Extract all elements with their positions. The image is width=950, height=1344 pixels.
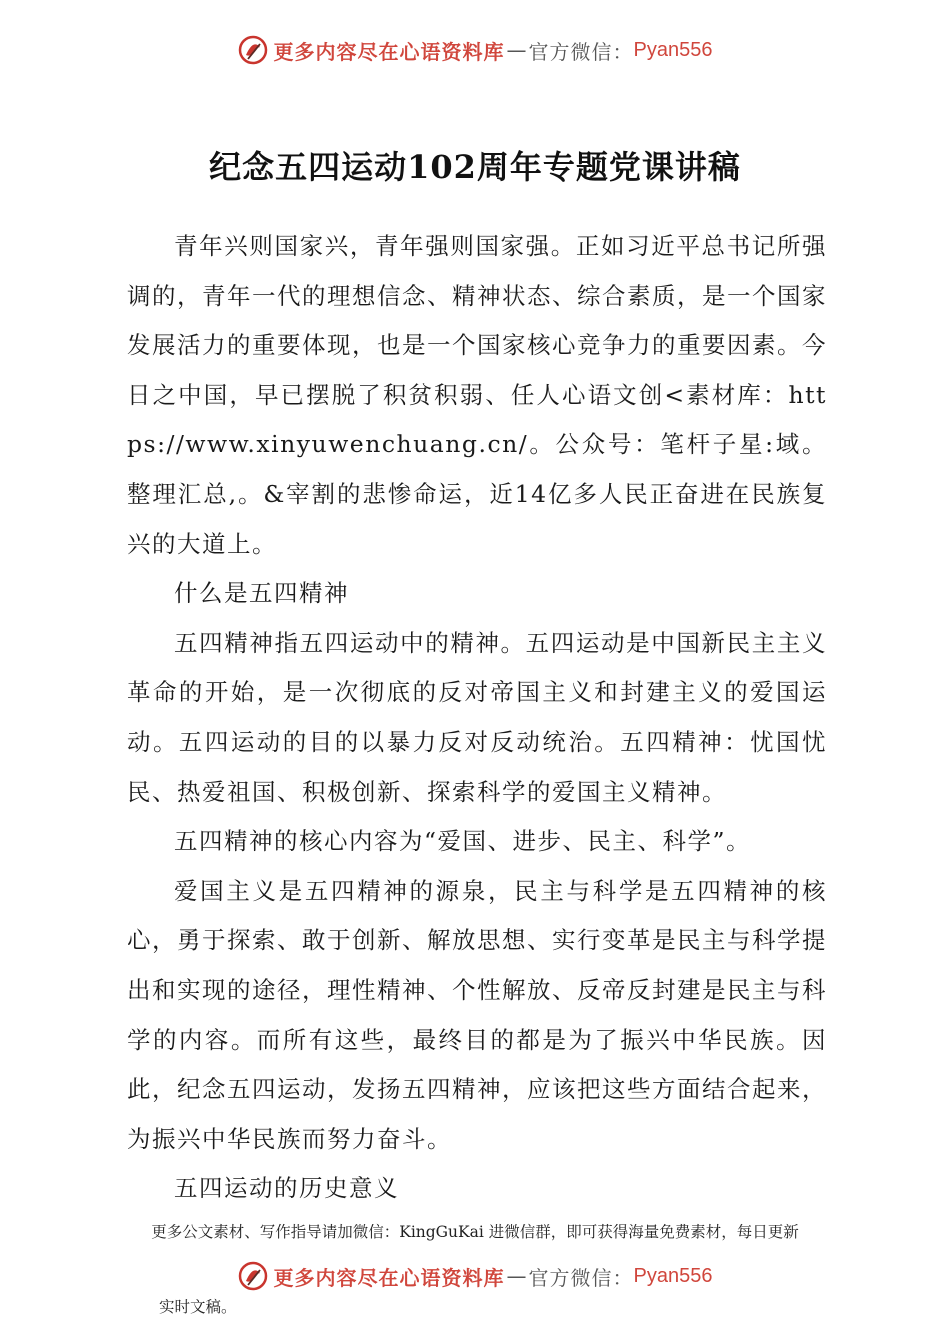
document-body xyxy=(127,222,827,1214)
section-heading: 五四运动的历史意义 xyxy=(174,1174,399,1203)
watermark-wechat-id: Pyan556 xyxy=(633,1264,713,1287)
paragraph: 五四精神的核心内容为“爱国、进步、民主、科学”。 xyxy=(174,827,752,856)
section-heading: 什么是五四精神 xyxy=(174,579,349,608)
paragraph: 爱国主义是五四精神的源泉，民主与科学是五四精神的核心，勇于探索、敢于创新、解放思想、实行变革是民主与科学提出和实现的途径，理性精神、个性解放、反帝反封建是民主与科学的内容。而所有这些，最终目的都是为了振兴中华民族。因此，纪念五四运动，发扬五四精神，应该把这些方面结合起来，为振兴中华民族而努力奋斗。 xyxy=(127,876,827,1153)
header-watermark xyxy=(0,30,950,70)
watermark-brand-text: 更多内容尽在心语资料库 xyxy=(273,39,505,64)
watermark-brand-text: 更多内容尽在心语资料库 xyxy=(273,1265,505,1290)
page-title: 纪念五四运动102周年专题党课讲稿 xyxy=(209,148,741,186)
paragraph: 五四精神指五四运动中的精神。五四运动是中国新民主主义革命的开始，是一次彻底的反对帝国主义和封建主义的爱国运动。五四运动的目的以暴力反对反动统治。五四精神：忧国忧民、热爱祖国、积极创新、探索科学的爱国主义精神。 xyxy=(127,628,827,806)
watermark-official-label: 官方微信： xyxy=(528,39,634,64)
footer-note: 更多公文素材、写作指导请加微信：KingGuKai 进微信群，即可获得海量免费素材，每日更新 xyxy=(151,1223,799,1241)
watermark-dash: — xyxy=(506,1264,527,1288)
watermark-official-label: 官方微信： xyxy=(528,1265,634,1290)
brand-logo-icon xyxy=(238,35,268,65)
paragraph: 青年兴则国家兴，青年强则国家强。正如习近平总书记所强调的，青年一代的理想信念、精神状态、综合素质，是一个国家发展活力的重要体现，也是一个国家核心竞争力的重要因素。今日之中国，早已摆脱了积贫积弱、任人心语文创<素材库：https://www.xinyuwenchuang.cn/。公众号：笔杆子星:域。整理汇总,。&宰割的悲惨命运，近14亿多人民正奋进在民族复兴的大道上。 xyxy=(127,232,827,558)
watermark-wechat-id: Pyan556 xyxy=(633,38,713,61)
footer-tail: 实时文稿。 xyxy=(159,1298,237,1316)
footer-watermark xyxy=(0,1256,950,1296)
watermark-dash: — xyxy=(506,38,527,62)
brand-logo-icon xyxy=(238,1261,268,1291)
